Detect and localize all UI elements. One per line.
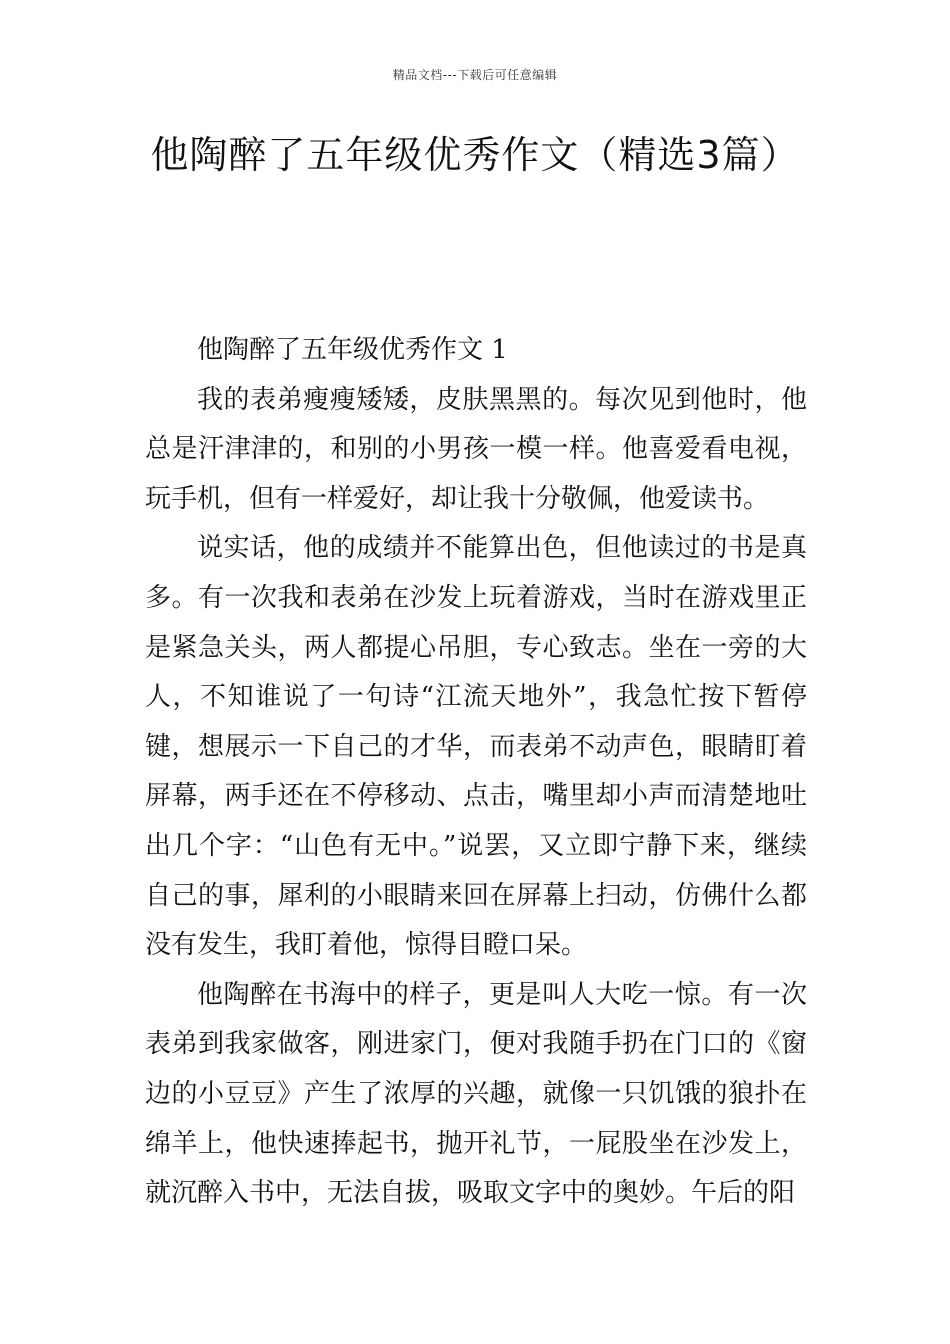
paragraph-2: 说实话，他的成绩并不能算出色，但他读过的书是真多。有一次我和表弟在沙发上玩着游戏，当时在游戏里正是紧急关头，两人都提心吊胆，专心致志。坐在一旁的大人，不知谁说了一句诗“江流天地外”，我急忙按下暂停键，想展示一下自己的才华，而表弟不动声色，眼睛盯着屏幕，两手还在不停移动、点击，嘴里却小声而清楚地吐出几个字：“山色有无中。”说罢，又立即宁静下来，继续自己的事，犀利的小眼睛来回在屏幕上扫动，仿佛什么都没有发生，我盯着他，惊得目瞪口呆。 bbox=[145, 533, 807, 961]
paragraph-1: 我的表弟瘦瘦矮矮，皮肤黑黑的。每次见到他时，他总是汗津津的，和别的小男孩一模一样。他喜爱看电视，玩手机，但有一样爱好，却让我十分敬佩，他爱读书。 bbox=[145, 384, 807, 514]
paragraph-3: 他陶醉在书海中的样子，更是叫人大吃一惊。有一次表弟到我家做客，刚进家门，便对我随手扔在门口的《窗边的小豆豆》产生了浓厚的兴趣，就像一只饥饿的狼扑在绵羊上，他快速捧起书，抛开礼节，一屁股坐在沙发上，就沉醉入书中，无法自拔，吸取文字中的奥妙。午后的阳 bbox=[145, 979, 807, 1209]
header-note: 精品文档---下载后可任意编辑 bbox=[392, 68, 558, 82]
document-title: 他陶醉了五年级优秀作文（精选3篇） bbox=[150, 133, 800, 177]
section-heading: 他陶醉了五年级优秀作文 1 bbox=[197, 335, 508, 365]
document-body bbox=[145, 326, 807, 1219]
